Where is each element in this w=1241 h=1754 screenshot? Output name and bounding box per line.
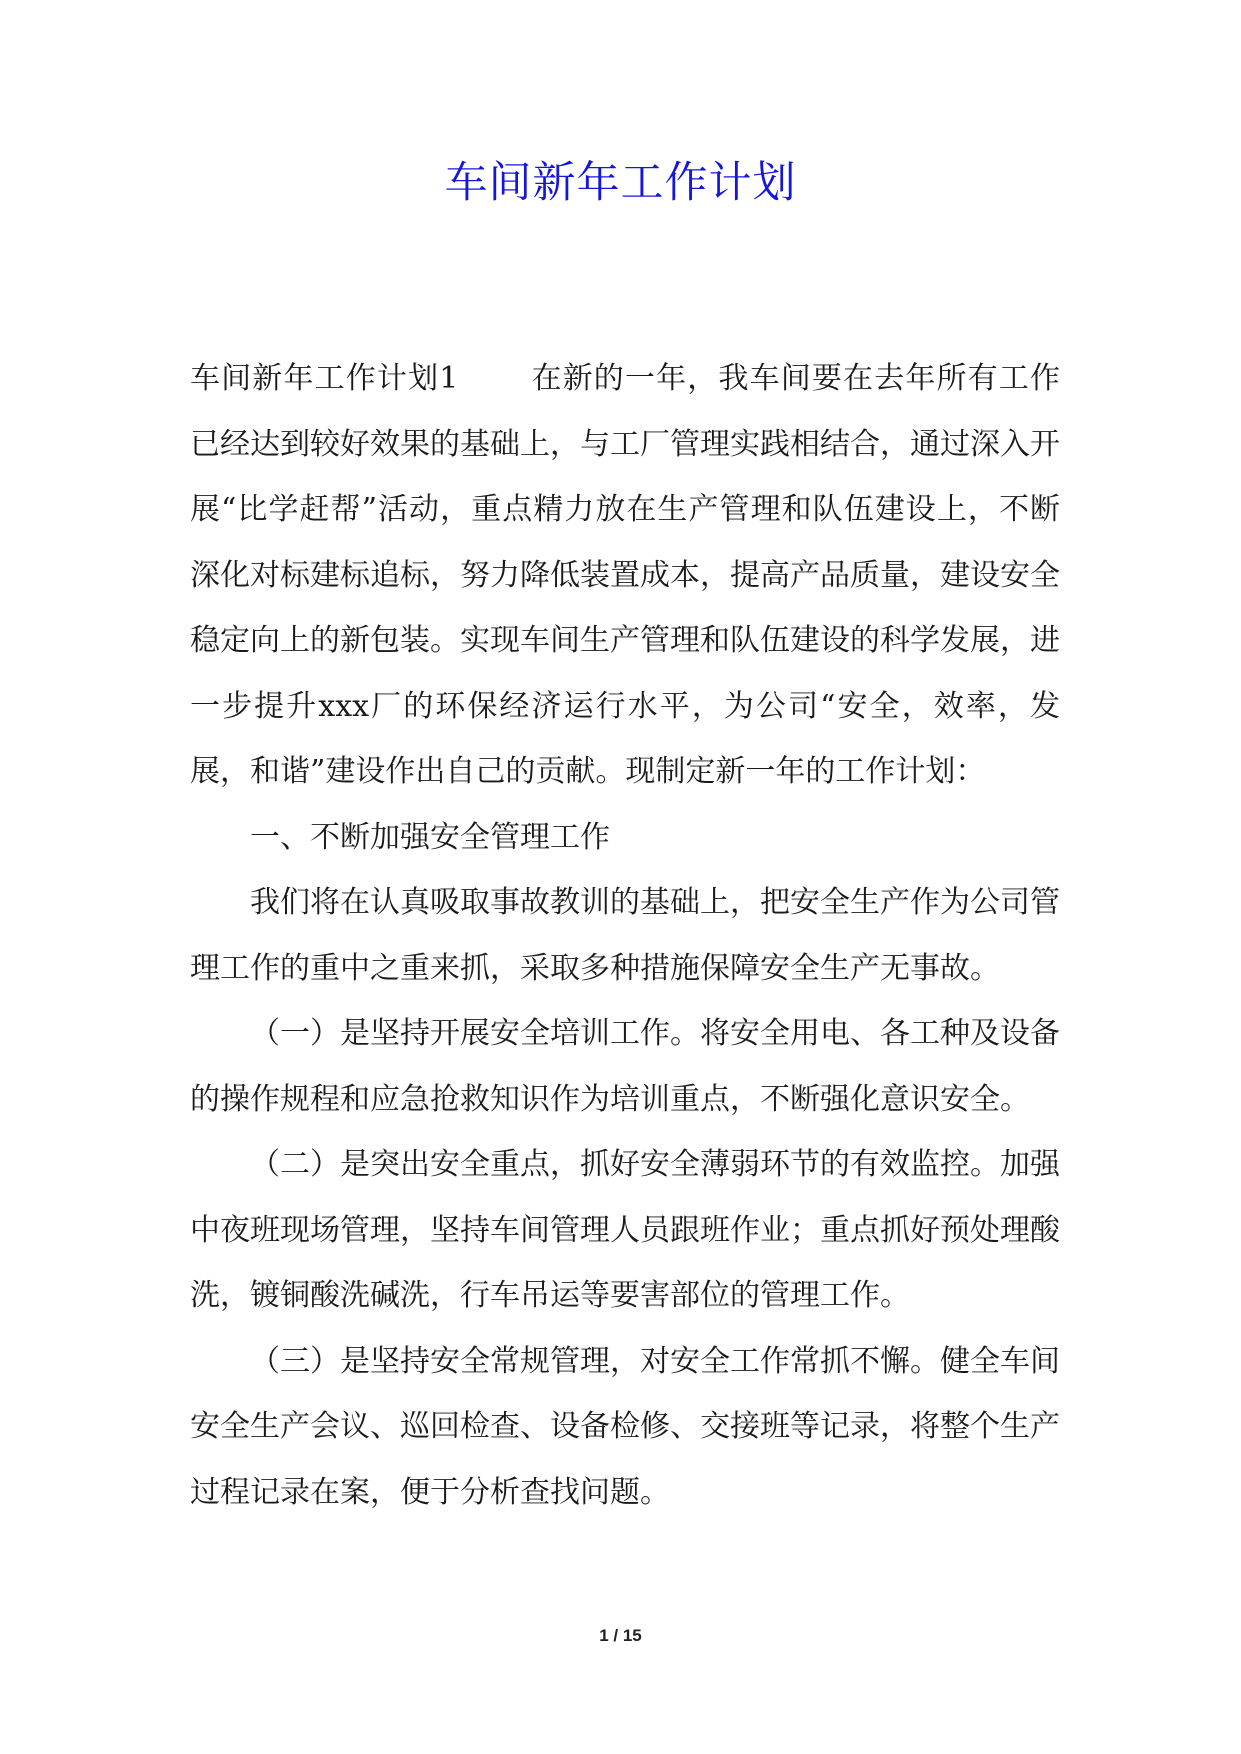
item-3-paragraph: （三）是坚持安全常规管理，对安全工作常抓不懈。健全车间安全生产会议、巡回检查、设备检修、交接班等记录，将整个生产过程记录在案，便于分析查找问题。 [190, 1343, 1060, 1510]
intro-text: 在新的一年，我车间要在去年所有工作已经达到较好效果的基础上，与工厂管理实践相结合，通过深入开展“比学赶帮”活动，重点精力放在生产管理和队伍建设上，不断深化对标建标追标，努力降低装置成本，提高产品质量，建设安全稳定向上的新包装。实现车间生产管理和队伍建设的科学发展，进一步提升xxx厂的环保经济运行水平，为公司“安全，效率，发展，和谐”建设作出自己的贡献。现制定新一年的工作计划： [190, 361, 1060, 789]
document-body [190, 346, 1060, 1525]
item-2-paragraph: （二）是突出安全重点，抓好安全薄弱环节的有效监控。加强中夜班现场管理，坚持车间管理人员跟班作业；重点抓好预处理酸洗，镀铜酸洗碱洗，行车吊运等要害部位的管理工作。 [190, 1147, 1060, 1313]
section-1-heading: 一、不断加强安全管理工作 [250, 819, 610, 855]
intro-paragraph [190, 346, 1060, 805]
document-title: 车间新年工作计划 [444, 158, 797, 208]
page-number: 1 / 15 [599, 1626, 642, 1645]
section-1-paragraph: 我们将在认真吸取事故教训的基础上，把安全生产作为公司管理工作的重中之重来抓，采取多种措施保障安全生产无事故。 [190, 885, 1060, 986]
intro-heading: 车间新年工作计划1 [190, 361, 459, 396]
item-1-paragraph: （一）是坚持开展安全培训工作。将安全用电、各工种及设备的操作规程和应急抢救知识作为培训重点，不断强化意识安全。 [190, 1016, 1060, 1117]
